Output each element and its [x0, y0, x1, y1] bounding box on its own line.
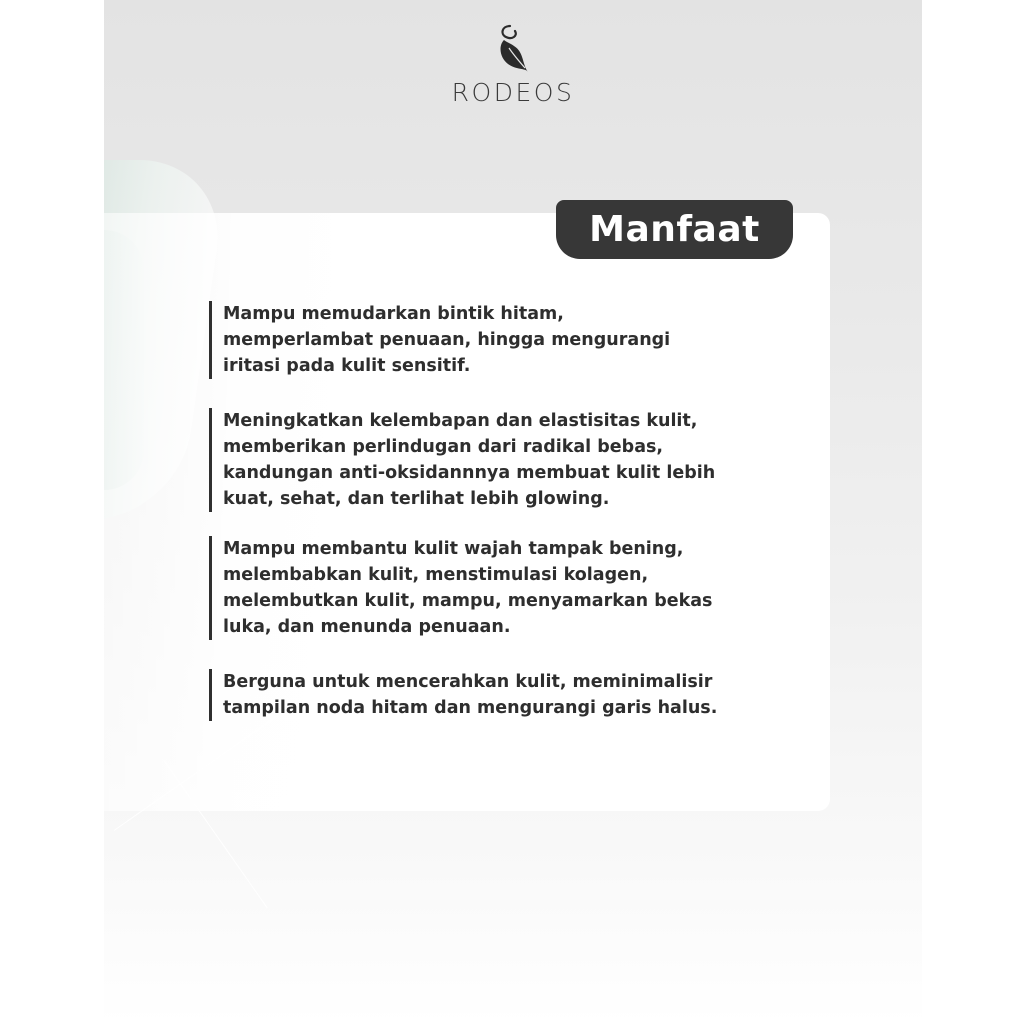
benefit-item-1: Mampu memudarkan bintik hitam, memperlambat penuaan, hingga mengurangi iritasi pada kulit sensitif.: [209, 301, 743, 379]
benefit-item-2: Meningkatkan kelembapan dan elastisitas kulit, memberikan perlindugan dari radikal bebas, kandungan anti-oksidannnya membuat kulit lebih kuat, sehat, dan terlihat lebih glowing.: [209, 408, 743, 512]
section-title-tab: Manfaat: [556, 200, 793, 259]
swan-leaf-icon: [488, 22, 538, 76]
brand-logo: [104, 22, 922, 107]
benefit-item-4: Berguna untuk mencerahkan kulit, meminimalisir tampilan noda hitam dan mengurangi garis halus.: [209, 669, 743, 721]
poster: [104, 0, 922, 1024]
benefit-item-3: Mampu membantu kulit wajah tampak bening, melembabkan kulit, menstimulasi kolagen, melembutkan kulit, mampu, menyamarkan bekas luka, dan menunda penuaan.: [209, 536, 743, 640]
brand-name: RODEOS: [451, 78, 575, 107]
